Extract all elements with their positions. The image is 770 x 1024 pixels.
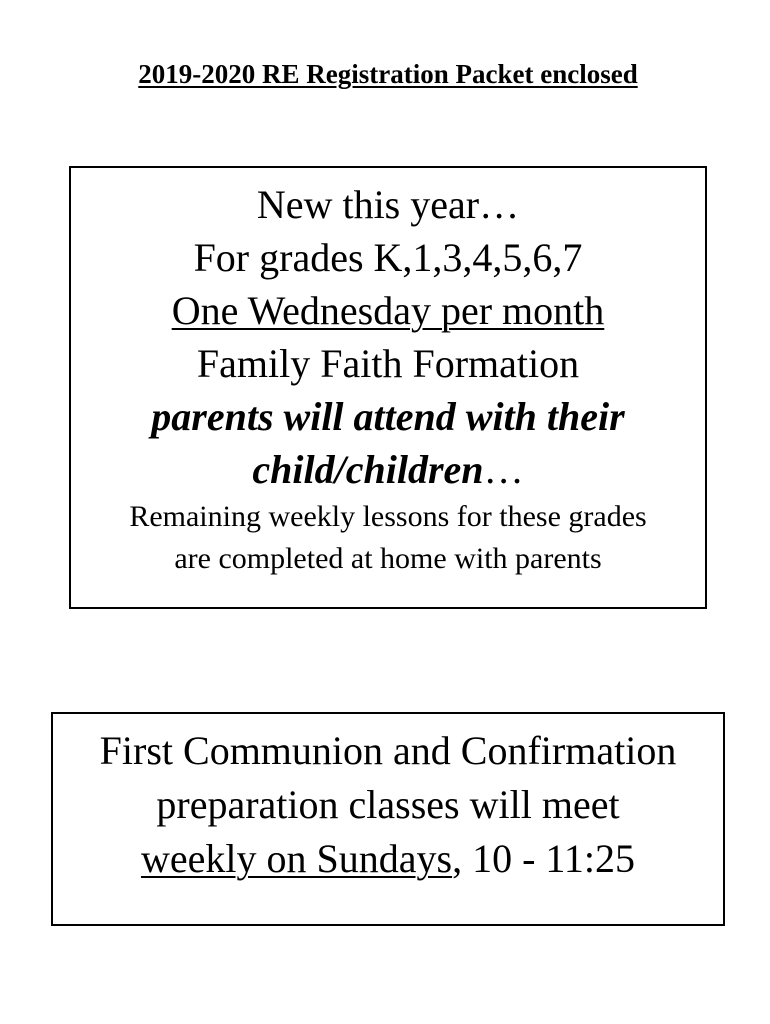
communion-confirmation-box: [51, 712, 725, 926]
new-this-year-line: New this year…: [256, 182, 520, 227]
sundays-underlined-text: weekly on Sundays: [140, 836, 453, 881]
wednesday-line: One Wednesday per month: [171, 288, 605, 333]
time-text: , 10 - 11:25: [452, 836, 636, 881]
schedule-line: [53, 832, 723, 886]
children-bold-text: child/children: [252, 447, 484, 492]
parents-attend-line: parents will attend with their: [151, 394, 625, 439]
at-home-line: are completed at home with parents: [174, 542, 602, 575]
preparation-line: preparation classes will meet: [156, 782, 620, 827]
children-line: [71, 443, 705, 496]
remaining-lessons-line: Remaining weekly lessons for these grades: [129, 500, 647, 533]
grades-line: For grades K,1,3,4,5,6,7: [193, 235, 583, 280]
new-this-year-box: [69, 166, 707, 609]
packet-heading: 2019-2020 RE Registration Packet enclosed: [138, 59, 638, 89]
family-faith-line: Family Faith Formation: [196, 341, 580, 386]
children-ellipsis: …: [483, 447, 524, 492]
communion-line: First Communion and Confirmation: [99, 728, 677, 773]
